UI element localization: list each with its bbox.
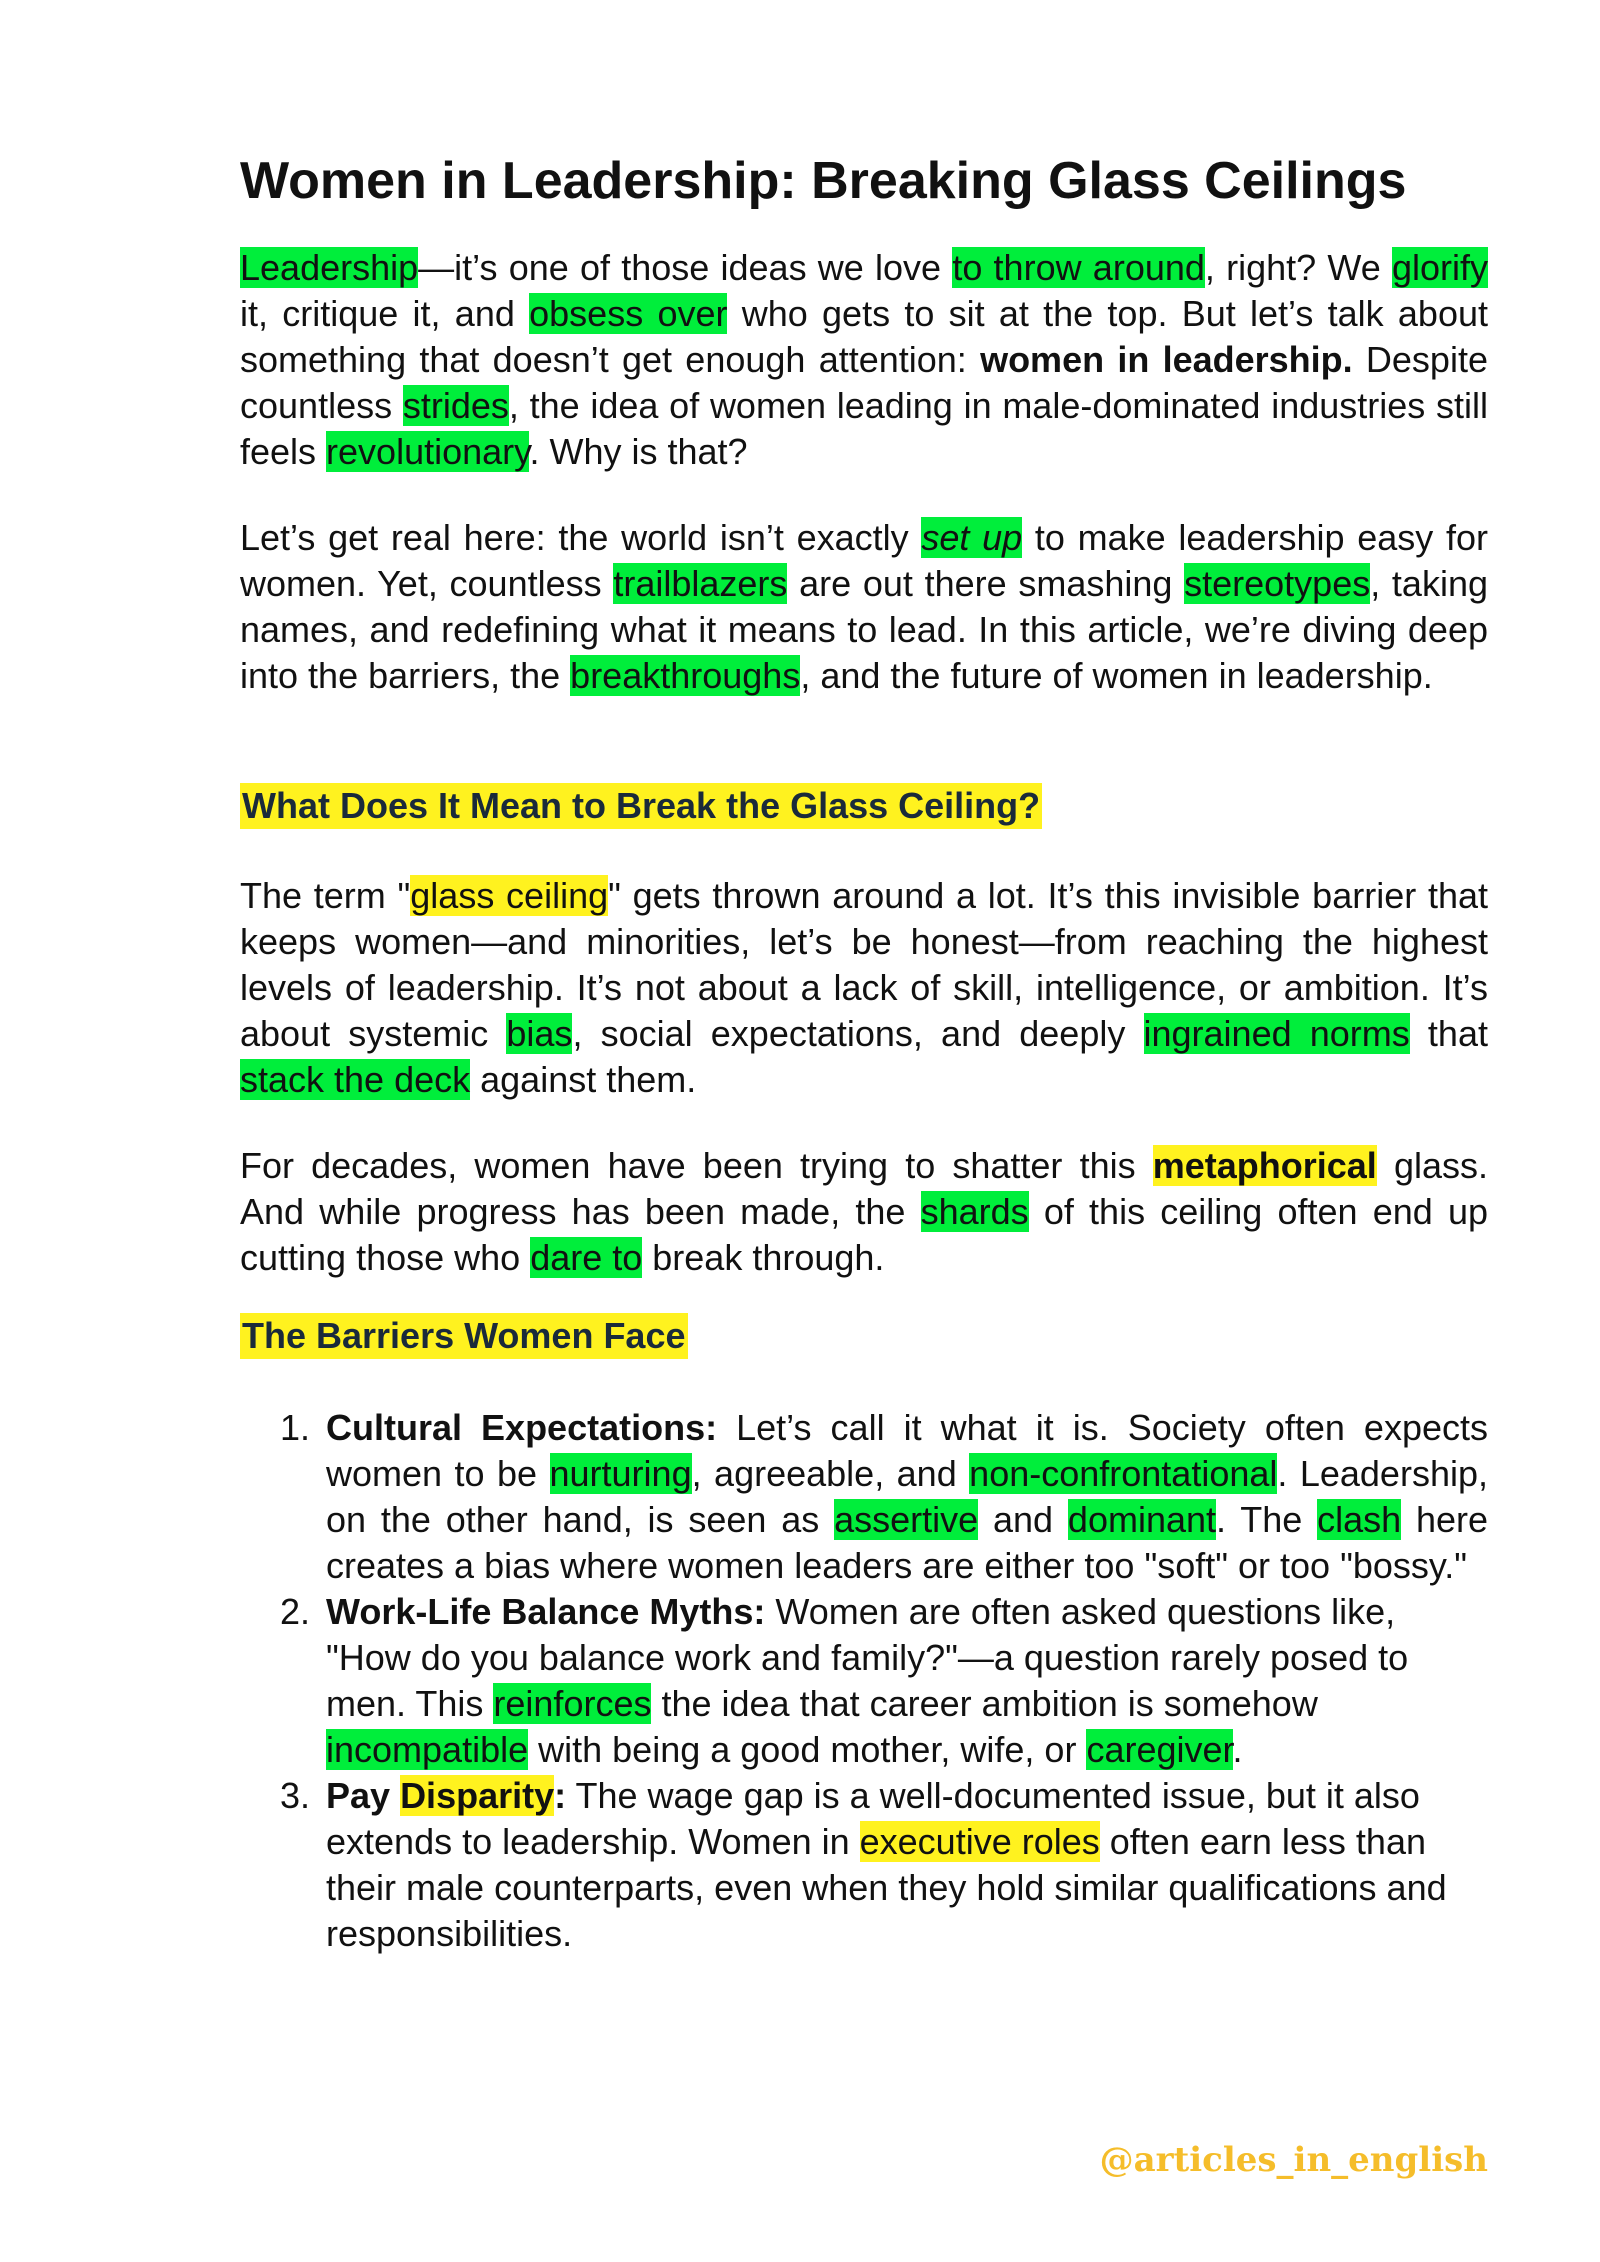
highlighted-term: non-confrontational bbox=[969, 1453, 1278, 1494]
highlighted-term: incompatible bbox=[326, 1729, 529, 1770]
glass-ceiling-definition-paragraph bbox=[240, 873, 1488, 1103]
shatter-paragraph bbox=[240, 1143, 1488, 1281]
text-run: glass. And while progress has been made, the bbox=[240, 1145, 1488, 1232]
text-run: The term " bbox=[240, 875, 411, 916]
context-paragraph bbox=[240, 515, 1488, 699]
list-item-text bbox=[326, 1773, 1488, 1957]
text-run: . Leadership, on the other hand, is seen as bbox=[326, 1453, 1488, 1540]
text-run: who gets to sit at the top. But let’s talk about something that doesn’t get enough attention: bbox=[240, 293, 1488, 380]
bold-text: Pay bbox=[326, 1775, 401, 1816]
highlighted-term: ingrained norms bbox=[1143, 1013, 1410, 1054]
intro-paragraph bbox=[240, 245, 1488, 475]
bold-text: Cultural Expectations: bbox=[326, 1407, 718, 1448]
bold-text: : bbox=[554, 1775, 567, 1816]
list-item bbox=[280, 1589, 1488, 1773]
highlighted-term: Leadership bbox=[240, 247, 419, 288]
list-item-number: 1. bbox=[280, 1407, 311, 1448]
highlighted-term: reinforces bbox=[493, 1683, 652, 1724]
text-run: with being a good mother, wife, or bbox=[528, 1729, 1087, 1770]
text-run: are out there smashing bbox=[787, 563, 1185, 604]
highlighted-term: caregiver bbox=[1086, 1729, 1233, 1770]
text-run: Let’s get real here: the world isn’t exactly bbox=[240, 517, 922, 558]
highlighted-term: breakthroughs bbox=[570, 655, 801, 696]
text-run: . The bbox=[1216, 1499, 1318, 1540]
highlighted-term: nurturing bbox=[549, 1453, 692, 1494]
bold-text: women in leadership. bbox=[980, 339, 1353, 380]
text-run: , agreeable, and bbox=[691, 1453, 970, 1494]
text-run: —it’s one of those ideas we love bbox=[418, 247, 953, 288]
text-run: , social expectations, and deeply bbox=[572, 1013, 1144, 1054]
text-run: that bbox=[1409, 1013, 1488, 1054]
list-item-text bbox=[326, 1589, 1488, 1773]
highlighted-term: clash bbox=[1317, 1499, 1402, 1540]
text-run: , right? We bbox=[1204, 247, 1392, 288]
text-run: . bbox=[1232, 1729, 1243, 1770]
text-run: The wage gap is a well-documented issue, but it also extends to leadership. Women in bbox=[326, 1775, 1420, 1862]
text-run: For decades, women have been trying to shatter this bbox=[240, 1145, 1153, 1186]
document-title: Women in Leadership: Breaking Glass Ceilings bbox=[240, 152, 1407, 210]
highlighted-term: stack the deck bbox=[240, 1059, 471, 1100]
watermark-handle: @articles_in_english bbox=[1099, 2140, 1488, 2180]
highlighted-term: set up bbox=[921, 517, 1023, 558]
highlighted-term: assertive bbox=[834, 1499, 979, 1540]
highlighted-term: Disparity bbox=[400, 1775, 555, 1816]
text-run: it, critique it, and bbox=[240, 293, 530, 334]
highlighted-term: stereotypes bbox=[1184, 563, 1371, 604]
text-run: against them. bbox=[470, 1059, 697, 1100]
highlighted-term: revolutionary bbox=[326, 431, 530, 472]
text-run: Despite countless bbox=[240, 339, 1488, 426]
highlighted-term: trailblazers bbox=[613, 563, 788, 604]
section-heading-barriers: The Barriers Women Face bbox=[240, 1313, 688, 1359]
list-item-text bbox=[326, 1405, 1488, 1589]
text-run: here creates a bias where women leaders are either too "soft" or too "bossy." bbox=[326, 1499, 1489, 1586]
highlighted-term: glass ceiling bbox=[410, 875, 609, 916]
highlighted-term: dominant bbox=[1067, 1499, 1217, 1540]
highlighted-term: executive roles bbox=[859, 1821, 1100, 1862]
text-run: break through. bbox=[642, 1237, 885, 1278]
text-run: , taking names, and redefining what it means to lead. In this article, we’re diving deep into the barriers, the bbox=[240, 563, 1488, 696]
highlighted-term: bias bbox=[506, 1013, 573, 1054]
text-run: to make leadership easy for women. Yet, countless bbox=[240, 517, 1489, 604]
text-run: Women are often asked questions like, "How do you balance work and family?"—a question rarely posed to men. This bbox=[326, 1591, 1409, 1724]
text-run: " gets thrown around a lot. It’s this invisible barrier that keeps women—and minorities, let’s be honest—from reaching the highest levels of leadership. It’s not about a lack of skill, intelligence, or ambition. It’s about systemic bbox=[240, 875, 1488, 1054]
text-run: and bbox=[978, 1499, 1068, 1540]
highlighted-term: metaphorical bbox=[1152, 1145, 1377, 1186]
highlighted-term: glorify bbox=[1391, 247, 1489, 288]
text-run: , and the future of women in leadership. bbox=[800, 655, 1433, 696]
barriers-list bbox=[280, 1405, 1488, 1957]
list-item-number: 3. bbox=[280, 1775, 311, 1816]
highlighted-term: dare to bbox=[530, 1237, 643, 1278]
list-item-number: 2. bbox=[280, 1591, 311, 1632]
text-run: . Why is that? bbox=[529, 431, 748, 472]
text-run: , the idea of women leading in male-dominated industries still feels bbox=[240, 385, 1488, 472]
text-run: the idea that career ambition is somehow bbox=[651, 1683, 1318, 1724]
text-run: of this ceiling often end up cutting those who bbox=[240, 1191, 1488, 1278]
highlighted-term: shards bbox=[920, 1191, 1029, 1232]
list-item bbox=[280, 1773, 1488, 1957]
text-run: often earn less than their male counterparts, even when they hold similar qualifications and responsibilities. bbox=[326, 1821, 1447, 1954]
highlighted-term: obsess over bbox=[529, 293, 728, 334]
highlighted-term: to throw around bbox=[952, 247, 1205, 288]
text-run: Let’s call it what it is. Society often expects women to be bbox=[326, 1407, 1488, 1494]
highlighted-term: strides bbox=[402, 385, 509, 426]
bold-text: Work-Life Balance Myths: bbox=[326, 1591, 766, 1632]
list-item bbox=[280, 1405, 1488, 1589]
section-heading-glass-ceiling: What Does It Mean to Break the Glass Ceiling? bbox=[240, 783, 1042, 829]
